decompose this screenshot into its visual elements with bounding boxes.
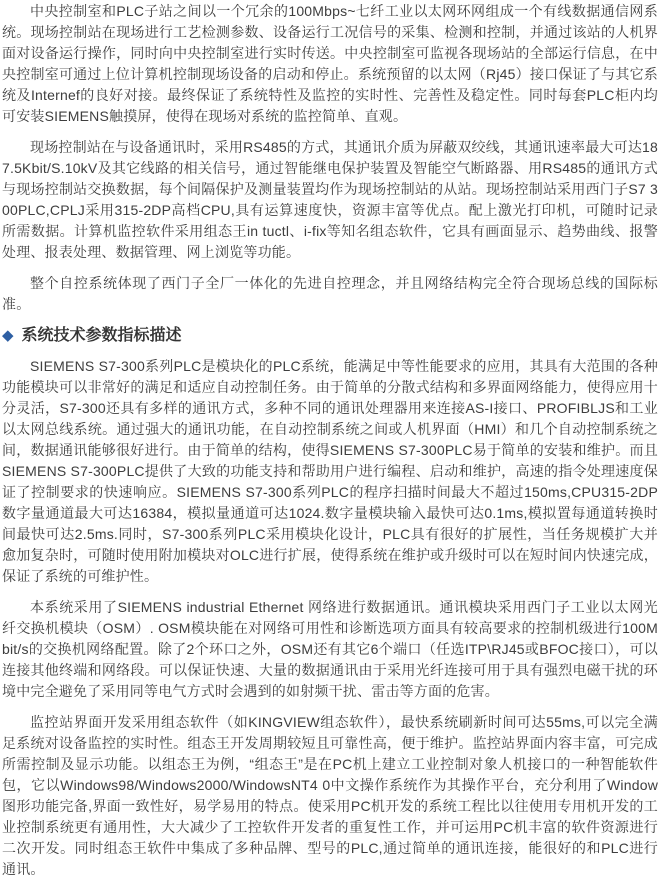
paragraph-network-overview: 中央控制室和PLC子站之间以一个冗余的100Mbps~七纤工业以太网环网组成一个有线数据通信网系统。现场控制站在现场进行工艺检测参数、设备运行工况信号的采集、检测和控制，并通过该站的人机界面对设备运行操作，同时向中央控制室进行实时传送。中央控制室可监视各现场站的全部运行信息，在中央控制室可通过上位计算机控制现场设备的启动和停止。系统预留的以太网（Rj45）接口保证了与其它系统及Internef的良好对接。最终保证了系统特性及监控的实时性、完善性及稳定性。同时每套PLC柜内均可安装SIEMENS触摸屏，使得在现场对系统的监控简单、直观。 bbox=[2, 3, 658, 124]
section-heading bbox=[2, 325, 658, 346]
paragraph-industrial-ethernet-osm: 本系统采用了SIEMENS industrial Ethernet 网络进行数据通讯。通讯模块采用西门子工业以太网光纤交换机模块（OSM）. OSM模块能在对网络可用性和诊断选项方面具有较高要求的控制机级进行100Mbit/s的交换机网络配置。除了2个环口之外，OSM还有其它6个端口（任选ITP\RJ45或BFOC接口），可以连接其他终端和网络段。可以保证快速、大量的数据通讯由于采用光纤连接可用于具有强烈电磁干扰的环境中完全避免了采用同等电气方式时会遇到的如射频干扰、雷击等方面的危害。 bbox=[2, 599, 658, 699]
diamond-bullet-icon: ◆ bbox=[2, 327, 14, 344]
paragraph-s7-300-specs: SIEMENS S7-300系列PLC是模块化的PLC系统，能满足中等性能要求的应用，其具有大范围的各种功能模块可以非常好的满足和适应自动控制任务。由于简单的分散式结构和多界面网络能力，使得应用十分灵活，S7-300还具有多样的通讯方式，多种不同的通讯处理器用来连接AS-I接口、PROFIBLJS和工业以太网总线系统。通过强大的通讯功能，在自动控制系统之间或人机界面（HMI）和几个自动控制系统之间，数据通讯能够很好进行。由于简单的结构，使得SIEMENS S7-300PLC易于简单的安装和维护。而且SIEMENS S7-300PLC提供了大致的功能支持和帮助用户进行编程、启动和维护，高速的指令处理速度保证了控制要求的快速响应。SIEMENS S7-300系列PLC的程序扫描时间最大不超过150ms,CPU315-2DP数字量通道最大可达16384，模拟量通道可达1024.数字量模块输入最快可达0.1ms,模拟置每通道转换时间最快可达2.5ms.同时，S7-300系列PLC采用模块化设计，PLC具有很好的扩展性，当任务规模扩大并愈加复杂时，可随时使用附加模块对OLC进行扩展，使得系统在维护或升级时可以在短时间内快速完成，保证了系统的可维护性。 bbox=[2, 358, 658, 584]
paragraph-kingview-hmi-software: 监控站界面开发采用组态软件（如KINGVIEW组态软件），最快系统刷新时间可达55ms,可以完全满足系统对设备监控的实时性。组态王开发周期较短且可靠性高，便于维护。监控站界面内容丰富，可完成所需控制及显示功能。以组态王为例，“组态王”是在PC机上建立工业控制对象人机接口的一种智能软件包，它以Windows98/Windows2000/WindowsNT4 0中文操作系统作为其操作平台，充分利用了Window图形功能完备,界面一致性好，易学易用的特点。使采用PC机开发的系统工程比以往使用专用机开发的工业控制系统更有通用性，大大减少了工控软件开发者的重复性工作，并可运用PC机丰富的软件资源进行二次开发。同时组态王软件中集成了多种品牌、型号的PLC,通过简单的通讯连接，能很好的和PLC进行通讯。 bbox=[2, 714, 658, 877]
section-heading-text: 系统技术参数指标描述 bbox=[21, 327, 182, 344]
paragraph-siemens-concept: 整个自控系统体现了西门子全厂一体化的先进自控理念，并且网络结构完全符合现场总线的国际标准。 bbox=[2, 275, 658, 312]
paragraph-rs485-communication: 现场控制站在与设备通讯时，采用RS485的方式，其通讯介质为屏蔽双绞线，其通讯速率最大可达187.5Kbit/S.10kV及其它线路的相关信号，通过智能继电保护装置及智能空气断路器、用RS485的通讯方式与现场控制站交换数据，每个间隔保护及测量装置均作为现场控制站的从站。现场控制站采用西门子S7 300PLC,CPLJ采用315-2DP高档CPU,具有运算速度快，资源丰富等优点。配上激光打印机，可随时记录所需数据。计算机监控软件采用组态王in tuctl、i-fix等知名组态软件，它具有画面显示、趋势曲线、报警处理、报表处理、数据管理、网上浏览等功能。 bbox=[2, 139, 658, 260]
